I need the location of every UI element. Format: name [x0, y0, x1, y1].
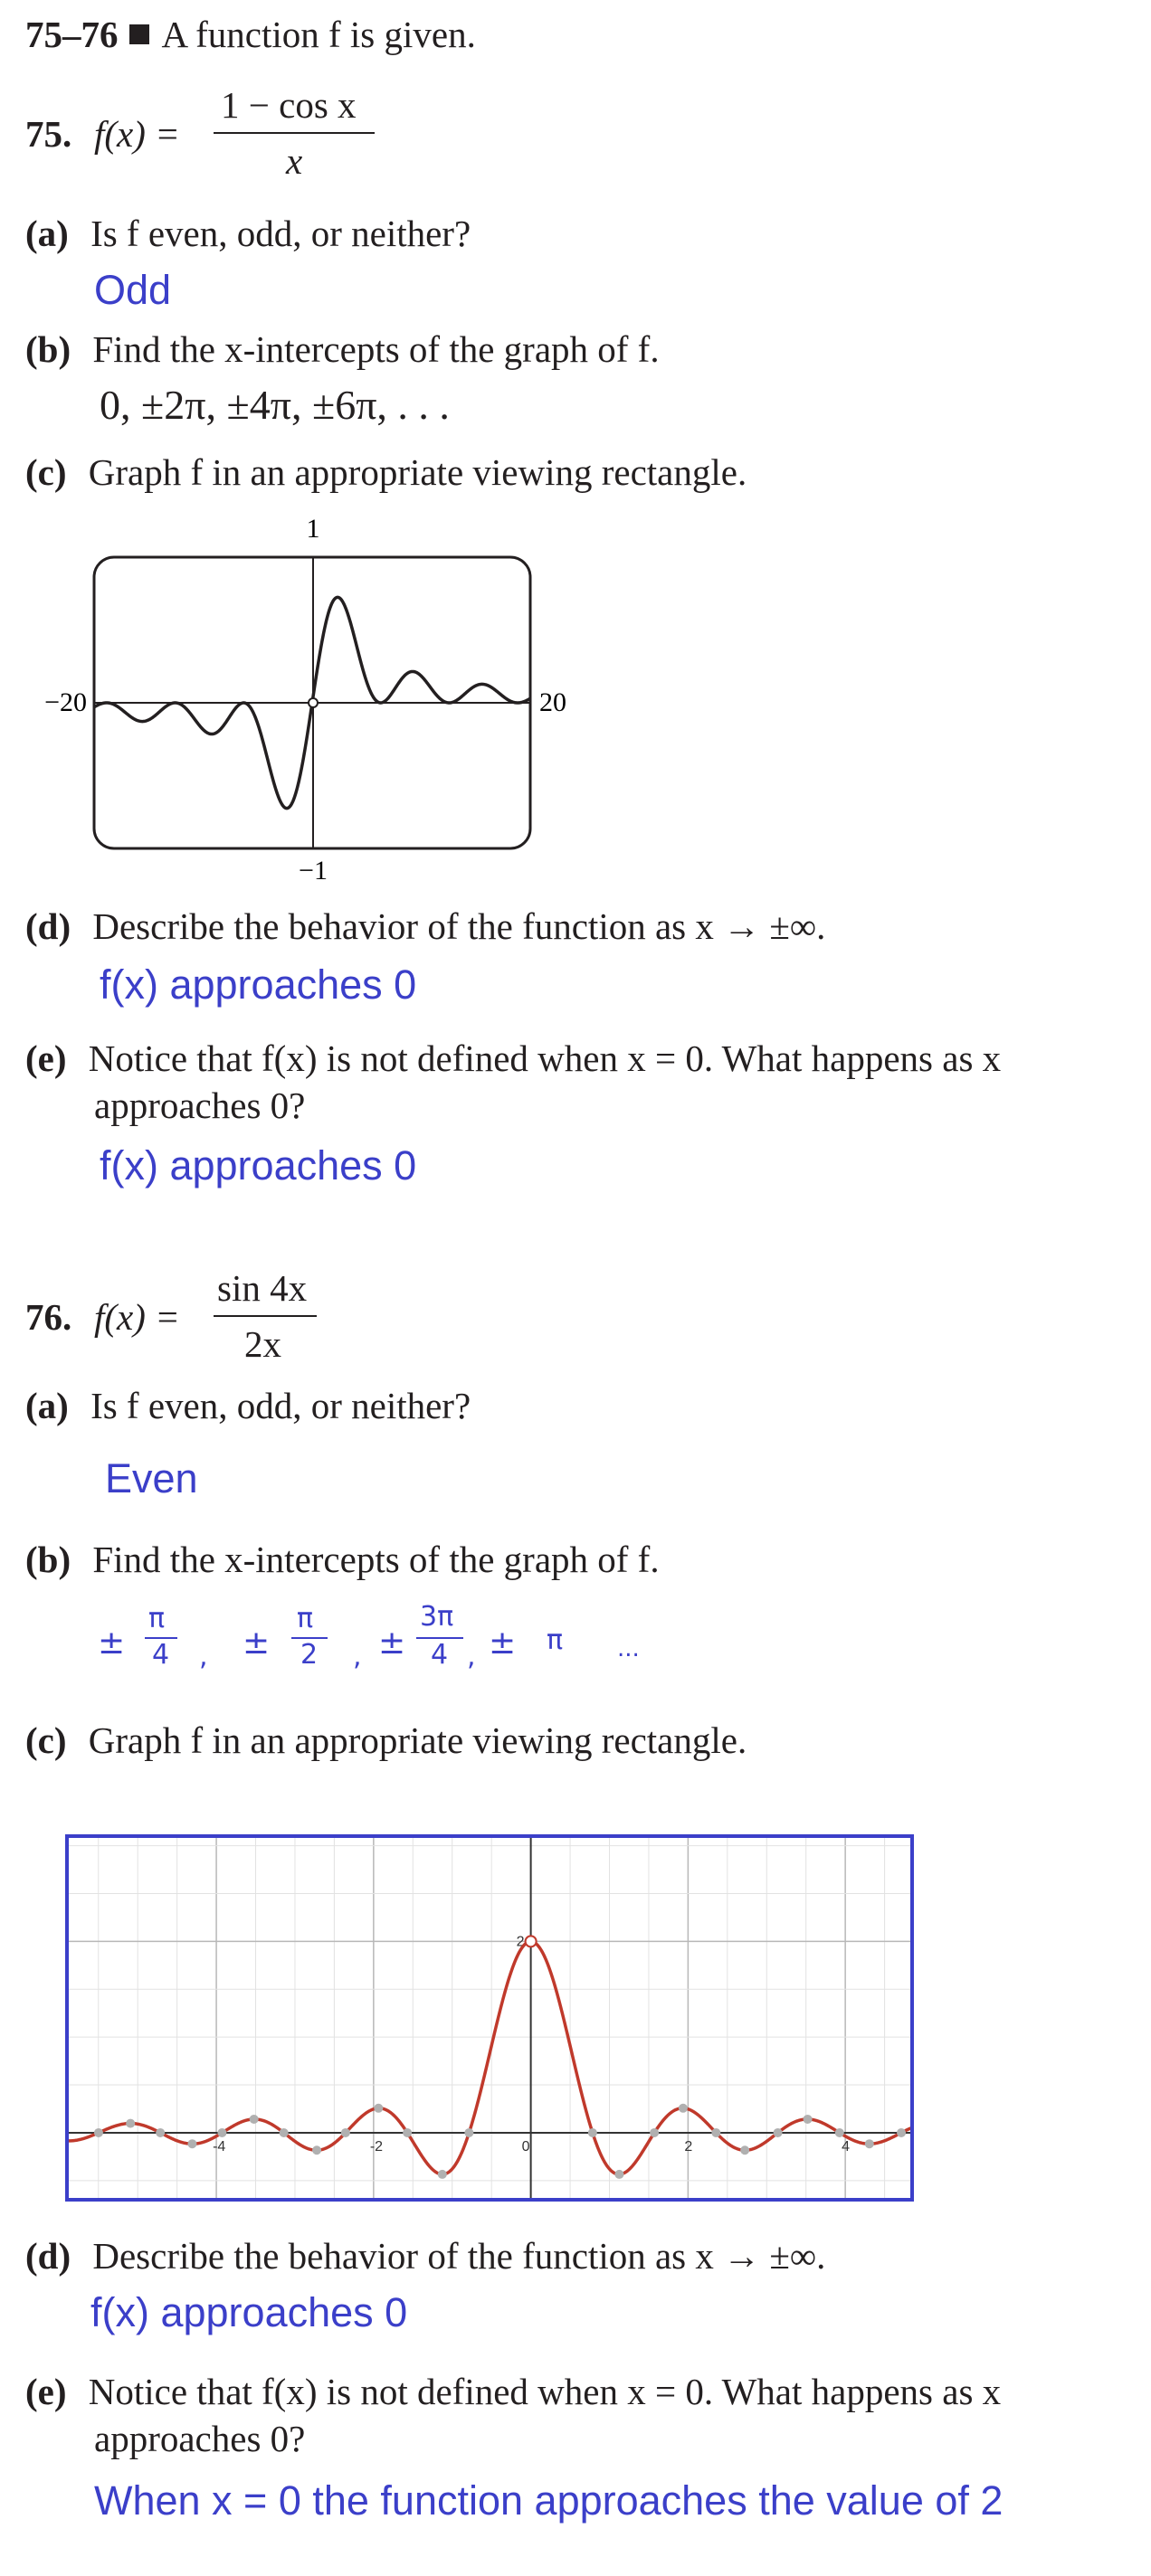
p76-b-term3-den: 4 — [431, 1639, 449, 1671]
marked-point — [94, 2128, 103, 2137]
p76-d-label: (d) — [25, 2235, 71, 2277]
p76-e-question-line2: approaches 0? — [94, 2418, 306, 2459]
p76-e-label: (e) — [25, 2371, 67, 2412]
p75-d-answer: f(x) approaches 0 — [100, 961, 417, 1008]
marked-point — [312, 2145, 321, 2155]
graph-75 — [18, 514, 615, 894]
marked-point — [865, 2139, 874, 2148]
graph-76-open-point — [526, 1936, 537, 1946]
p76-b-question-row — [25, 1538, 660, 1582]
marked-point — [679, 2104, 688, 2113]
problem-76-lhs: f(x) = — [94, 1296, 180, 1338]
p76-a-question-row — [25, 1384, 471, 1428]
p76-e-question-line1: Notice that f(x) is not defined when x = 0. What happens as x — [88, 2371, 1002, 2412]
p76-a-label: (a) — [25, 1385, 69, 1426]
section-range: 75–76 — [25, 14, 119, 55]
problem-76-numerator: sin 4x — [217, 1267, 308, 1309]
p76-d-question-row — [25, 2234, 825, 2278]
p75-e-question-row — [25, 1037, 1001, 1081]
p76-b-term4-sign: ± — [489, 1624, 517, 1662]
problem-76-denominator: 2x — [244, 1323, 281, 1365]
problem-75-denominator: x — [286, 140, 303, 182]
marked-point — [126, 2119, 135, 2128]
p75-e-question-line2: approaches 0? — [94, 1084, 306, 1126]
p76-c-question-row — [25, 1719, 747, 1763]
p76-c-question: Graph f in an appropriate viewing rectangle. — [88, 1719, 747, 1761]
p75-d-question: Describe the behavior of the function as x → ±∞. — [92, 905, 826, 947]
section-header — [25, 13, 476, 57]
marked-point — [835, 2128, 844, 2137]
p75-a-label: (a) — [25, 213, 69, 254]
marked-point — [897, 2128, 906, 2137]
x-tick-label: -4 — [213, 2138, 226, 2155]
p75-c-question-row — [25, 450, 747, 495]
p75-e-question-line1: Notice that f(x) is not defined when x = 0. What happens as x — [88, 1037, 1002, 1079]
marked-point — [217, 2128, 226, 2137]
p75-d-question-row — [25, 904, 825, 949]
p75-b-label: (b) — [25, 328, 71, 370]
p76-c-label: (c) — [25, 1719, 67, 1761]
marked-point — [774, 2128, 783, 2137]
problem-75-lhs: f(x) = — [94, 113, 180, 155]
graph-75-top-label: 1 — [306, 514, 320, 544]
problem-75-numerator: 1 − cos x — [221, 84, 357, 126]
marked-point — [403, 2128, 412, 2137]
p76-e-question-row — [25, 2370, 1001, 2414]
p76-b-sep2: , — [353, 1641, 362, 1672]
p76-b-term3-num: 3π — [420, 1601, 454, 1633]
y-tick-label: 2 — [516, 1934, 525, 1950]
marked-point — [804, 2115, 813, 2124]
p76-b-label: (b) — [25, 1539, 71, 1580]
x-tick-label: 2 — [684, 2138, 693, 2155]
graph-75-open-point — [309, 698, 318, 707]
graph-75-right-label: 20 — [539, 687, 566, 717]
p75-b-answer: 0, ±2π, ±4π, ±6π, . . . — [100, 382, 450, 428]
p75-d-label: (d) — [25, 905, 71, 947]
p75-c-question: Graph f in an appropriate viewing rectangle. — [88, 451, 747, 493]
problem-75-fraction-bar — [214, 132, 375, 134]
marked-point — [187, 2139, 196, 2148]
x-tick-label: -2 — [369, 2138, 384, 2155]
p76-e-answer: When x = 0 the function approaches the value of 2 — [94, 2477, 1004, 2524]
p75-b-question-row — [25, 327, 660, 372]
marked-point — [250, 2115, 259, 2124]
p76-b-sep1: , — [199, 1641, 208, 1672]
p75-c-label: (c) — [25, 451, 67, 493]
graph-76 — [65, 1834, 914, 2202]
p76-b-ellipsis: ... — [617, 1635, 640, 1662]
marked-point — [341, 2128, 350, 2137]
problem-76-number: 76. — [25, 1296, 72, 1338]
marked-point — [438, 2170, 447, 2179]
graph-75-bottom-label: −1 — [299, 856, 328, 886]
p76-b-term2-num: π — [297, 1603, 314, 1634]
p76-b-term4-num: π — [547, 1624, 564, 1656]
p75-e-answer: f(x) approaches 0 — [100, 1142, 417, 1189]
p76-b-question: Find the x-intercepts of the graph of f. — [92, 1539, 660, 1580]
graph-75-left-label: −20 — [44, 687, 87, 717]
p76-b-sep3: , — [467, 1641, 476, 1672]
marked-point — [464, 2128, 473, 2137]
marked-point — [156, 2128, 165, 2137]
p76-d-question: Describe the behavior of the function as x → ±∞. — [92, 2235, 826, 2277]
p76-a-answer: Even — [105, 1455, 198, 1501]
marked-point — [740, 2145, 749, 2155]
problem-75-number: 75. — [25, 113, 72, 155]
square-bullet-icon — [129, 24, 149, 44]
p75-a-answer: Odd — [94, 267, 172, 313]
marked-point — [614, 2170, 623, 2179]
p76-d-answer: f(x) approaches 0 — [90, 2289, 408, 2335]
p76-b-answer — [98, 1601, 677, 1690]
x-tick-label: 4 — [842, 2138, 851, 2155]
marked-point — [588, 2128, 597, 2137]
marked-point — [374, 2104, 383, 2113]
p76-a-question: Is f even, odd, or neither? — [90, 1385, 471, 1426]
marked-point — [280, 2128, 289, 2137]
p76-b-term3-sign: ± — [378, 1624, 406, 1662]
marked-point — [711, 2128, 720, 2137]
x-tick-label: 0 — [521, 2138, 530, 2155]
p76-b-term1-den: 4 — [152, 1639, 170, 1671]
problem-76-fraction-bar — [214, 1315, 317, 1317]
p75-a-question: Is f even, odd, or neither? — [90, 213, 471, 254]
p76-b-term1-sign: ± — [98, 1624, 126, 1662]
section-intro: A function f is given. — [161, 14, 476, 55]
p76-b-term2-den: 2 — [300, 1639, 319, 1671]
p75-e-label: (e) — [25, 1037, 67, 1079]
p76-b-term1-num: π — [148, 1603, 166, 1634]
marked-point — [650, 2128, 659, 2137]
p75-b-question: Find the x-intercepts of the graph of f. — [92, 328, 660, 370]
p76-b-term2-sign: ± — [243, 1624, 271, 1662]
p75-a-question-row — [25, 212, 471, 256]
